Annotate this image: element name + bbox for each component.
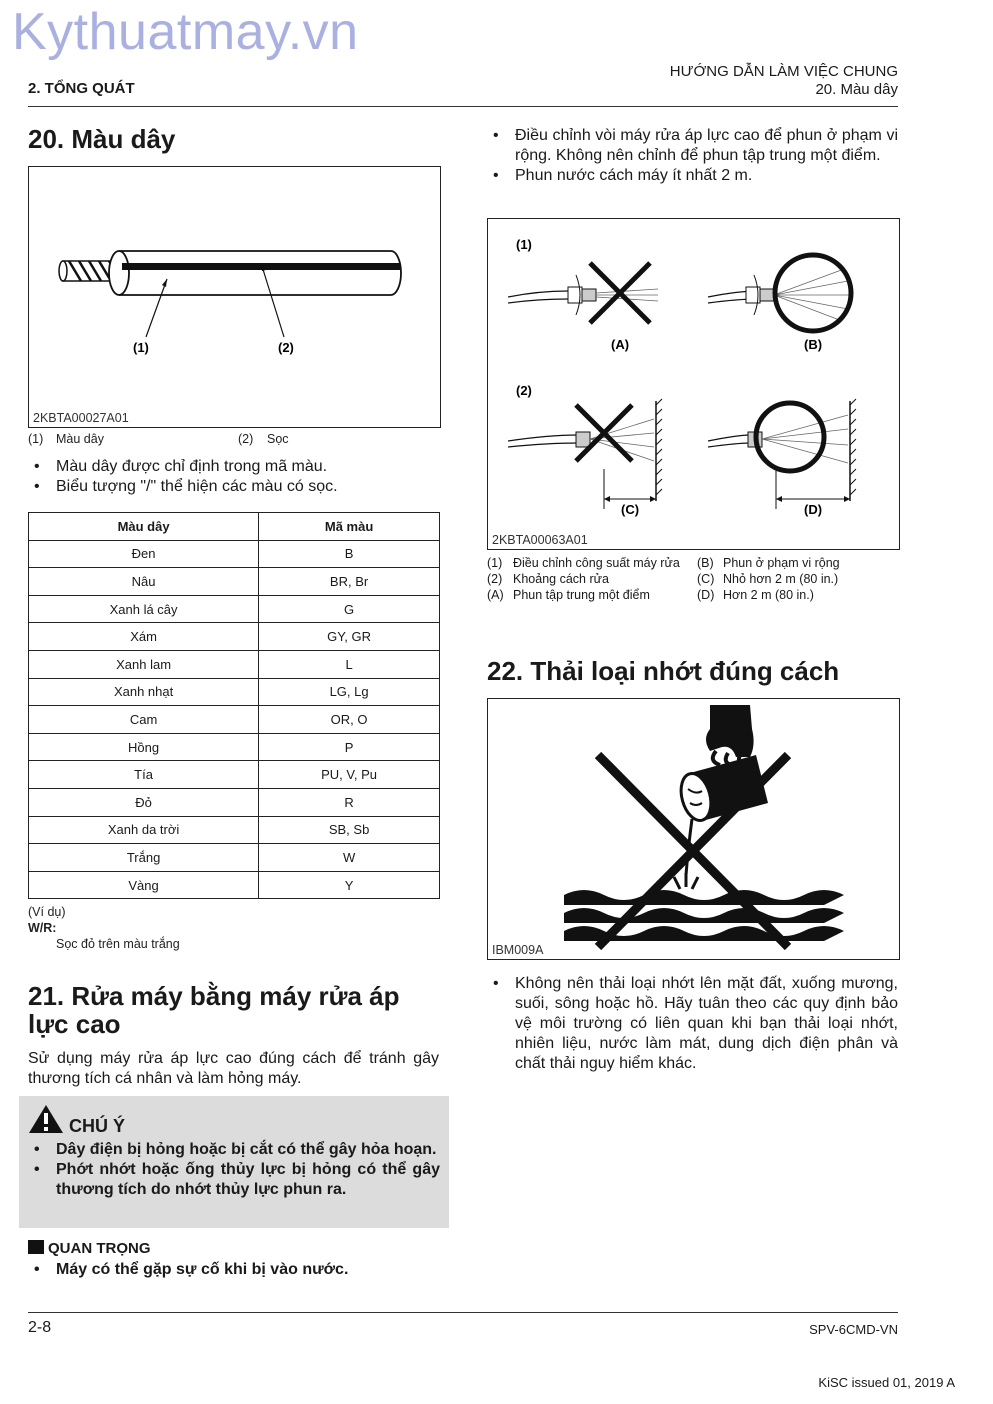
footer-rule	[28, 1312, 898, 1313]
running-header	[670, 63, 898, 99]
table-cell: Trắng	[29, 844, 259, 872]
legend-text: Phun ở phạm vi rộng	[723, 556, 840, 570]
table-cell: OR, O	[259, 706, 440, 734]
table-row	[29, 540, 440, 568]
column-header: Mã màu	[259, 513, 440, 541]
table-row	[29, 844, 440, 872]
legend-text: Khoảng cách rửa	[513, 572, 609, 586]
bullet-item: • Màu dây được chỉ định trong mã màu.	[28, 457, 443, 477]
table-cell: GY, GR	[259, 623, 440, 651]
legend-num: (D)	[697, 588, 715, 602]
bullet-item: • Không nên thải loại nhớt lên mặt đất, xuống mương, suối, sông hoặc hồ. Hãy tuân theo các quy định bảo vệ môi trường có liên quan khi bạn thải loại nhớt, nhiên liệu, nước làm mát, dung dịch điện phân và chất thải nguy hiểm khác.	[487, 974, 898, 1074]
figure-label-c: (C)	[621, 502, 640, 517]
figure-code: IBM009A	[492, 943, 544, 957]
table-header-row	[29, 513, 440, 541]
watermark-text: Kythuatmay.vn	[12, 3, 359, 61]
example-label: (Ví dụ)	[28, 905, 66, 919]
table-cell: P	[259, 733, 440, 761]
section-21-intro: Sử dụng máy rửa áp lực cao đúng cách để tránh gây thương tích cá nhân và làm hỏng máy.	[28, 1050, 439, 1087]
table-cell: Tía	[29, 761, 259, 789]
legend-num: (1)	[487, 556, 503, 570]
warning-triangle-icon	[28, 1104, 64, 1134]
table-cell: B	[259, 540, 440, 568]
section-20-title: 20. Màu dây	[28, 124, 176, 154]
legend-text: Nhỏ hơn 2 m (80 in.)	[723, 572, 839, 586]
section-22-title: 22. Thải loại nhớt đúng cách	[487, 656, 840, 686]
wire-insulation	[109, 251, 401, 295]
table-row	[29, 678, 440, 706]
table-row	[29, 816, 440, 844]
bullet-item: • Điều chỉnh vòi máy rửa áp lực cao để phun ở phạm vi rộng. Không nên chỉnh để phun tập trung một điểm.	[487, 126, 898, 166]
table-cell: Xám	[29, 623, 259, 651]
table-cell: Nâu	[29, 568, 259, 596]
legend-num: (C)	[697, 572, 715, 586]
wire-illustration	[29, 167, 440, 427]
table-row	[29, 871, 440, 899]
legend-num: (B)	[697, 556, 714, 570]
oil-splash	[674, 873, 698, 889]
section-22-bullets	[487, 974, 898, 1074]
page-number: 2-8	[28, 1319, 52, 1336]
table-row	[29, 650, 440, 678]
legend-text: Màu dây	[56, 432, 104, 446]
important-item: • Máy có thể gặp sự cố khi bị vào nước.	[28, 1260, 443, 1280]
important-square-icon	[28, 1240, 44, 1254]
legend-text: Sọc	[267, 432, 289, 446]
table-cell: Xanh lam	[29, 650, 259, 678]
callout-2: (2)	[278, 340, 294, 355]
example-code: W/R:	[28, 921, 57, 935]
table-cell: PU, V, Pu	[259, 761, 440, 789]
figure-code: 2KBTA00027A01	[33, 411, 129, 425]
table-cell: L	[259, 650, 440, 678]
legend-num: (2)	[487, 572, 503, 586]
table-cell: Hồng	[29, 733, 259, 761]
table-cell: BR, Br	[259, 568, 440, 596]
manual-title: HƯỚNG DẪN LÀM VIỆC CHUNG	[669, 63, 898, 80]
section-21-bullets	[487, 126, 898, 186]
table-cell: Cam	[29, 706, 259, 734]
figure-label-a: (A)	[611, 337, 630, 352]
table-cell: Y	[259, 871, 440, 899]
section-20-bullets	[28, 457, 443, 497]
table-row	[29, 623, 440, 651]
legend-num: (1)	[28, 432, 44, 446]
legend-num: (A)	[487, 588, 504, 602]
title-line: lực cao	[28, 1009, 121, 1039]
table-cell: Vàng	[29, 871, 259, 899]
table-cell: SB, Sb	[259, 816, 440, 844]
important-heading	[28, 1240, 151, 1257]
figure-label-b: (B)	[804, 337, 823, 352]
panel-d-wall	[708, 399, 856, 501]
table-cell: R	[259, 788, 440, 816]
bullet-item: • Biểu tượng "/" thể hiện các màu có sọc.	[28, 477, 443, 497]
section-21-title	[28, 982, 399, 1038]
hand-icon	[706, 705, 754, 765]
caution-box	[19, 1096, 449, 1228]
table-row	[29, 568, 440, 596]
column-header: Màu dây	[29, 513, 259, 541]
legend-text: Phun tập trung một điểm	[513, 588, 650, 602]
washing-illustration	[488, 219, 899, 549]
oil-disposal-illustration	[488, 699, 899, 959]
washing-figure	[487, 218, 900, 550]
document-code: SPV-6CMD-VN	[809, 1322, 898, 1337]
table-row	[29, 761, 440, 789]
legend-num: (2)	[238, 432, 254, 446]
figure-label-row1: (1)	[516, 237, 532, 252]
table-row	[29, 706, 440, 734]
table-cell: Xanh da trời	[29, 816, 259, 844]
title-line: 21. Rửa máy bằng máy rửa áp	[28, 981, 400, 1011]
legend-text: Hơn 2 m (80 in.)	[723, 588, 814, 602]
table-row	[29, 788, 440, 816]
table-cell: Đỏ	[29, 788, 259, 816]
table-cell: G	[259, 595, 440, 623]
subsection-title: 20. Màu dây	[815, 81, 898, 98]
callout-1: (1)	[133, 340, 149, 355]
washing-figure-legend	[487, 555, 903, 603]
figure-code: 2KBTA00063A01	[492, 533, 588, 547]
caution-item: • Dây điện bị hỏng hoặc bị cắt có thể gây hỏa hoạn.	[28, 1140, 440, 1160]
example-text: Sọc đỏ trên màu trắng	[56, 937, 180, 951]
legend-text: Điều chỉnh công suất máy rửa	[513, 556, 680, 570]
figure-label-row2: (2)	[516, 383, 532, 398]
caution-item: • Phớt nhớt hoặc ống thủy lực bị hỏng có thể gây thương tích do nhớt thủy lực phun ra.	[28, 1160, 440, 1200]
table-cell: W	[259, 844, 440, 872]
table-cell: LG, Lg	[259, 678, 440, 706]
oil-disposal-figure	[487, 698, 900, 960]
important-title: QUAN TRỌNG	[48, 1240, 151, 1257]
issue-note: KiSC issued 01, 2019 A	[818, 1375, 955, 1390]
table-cell: Xanh lá cây	[29, 595, 259, 623]
circle-mark-d	[756, 403, 824, 471]
figure-label-d: (D)	[804, 502, 823, 517]
header-rule	[28, 106, 898, 107]
caution-bullets	[28, 1140, 440, 1200]
bullet-item: • Phun nước cách máy ít nhất 2 m.	[487, 166, 898, 186]
table-cell: Đen	[29, 540, 259, 568]
table-cell: Xanh nhạt	[29, 678, 259, 706]
table-row	[29, 595, 440, 623]
wire-color-table	[28, 512, 440, 899]
table-row	[29, 733, 440, 761]
caution-title: CHÚ Ý	[69, 1116, 126, 1136]
chapter-heading: 2. TỔNG QUÁT	[28, 80, 135, 97]
wire-figure	[28, 166, 441, 428]
important-bullets	[28, 1260, 443, 1280]
